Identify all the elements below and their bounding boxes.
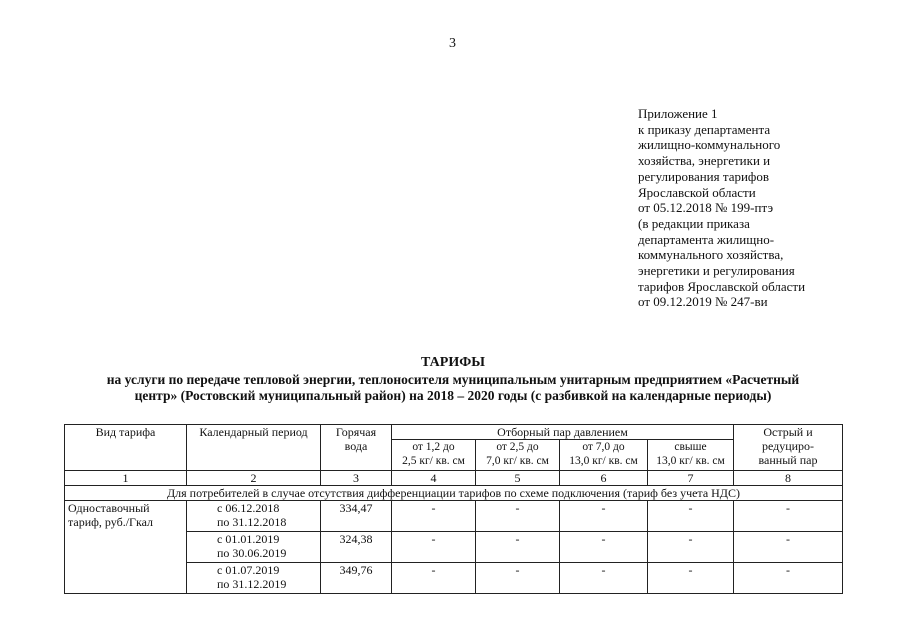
- header-line: Острый и: [763, 425, 813, 439]
- period-line: с 01.01.2019: [217, 532, 280, 546]
- page-number: 3: [449, 36, 456, 51]
- appendix-line: от 05.12.2018 № 199-птэ: [638, 200, 774, 216]
- header-tariff-type: Вид тарифа: [65, 425, 187, 471]
- header-line: от 7,0 до: [582, 441, 625, 453]
- document-title: [40, 355, 866, 405]
- section-title: Для потребителей в случае отсутствия дифференциации тарифов по схеме подключения (тариф без учета НДС): [65, 486, 843, 501]
- steam-2-value: -: [476, 532, 560, 563]
- column-number: 4: [392, 471, 476, 486]
- tariffs-table: [64, 424, 843, 594]
- header-line: 7,0 кг/ кв. см: [486, 455, 549, 467]
- period-line: по 31.12.2018: [217, 515, 287, 529]
- header-steam-4: [648, 440, 734, 471]
- title-main: ТАРИФЫ: [421, 355, 485, 370]
- appendix-line: от 09.12.2019 № 247-ви: [638, 294, 768, 310]
- steam-2-value: -: [476, 563, 560, 594]
- header-line: от 2,5 до: [496, 441, 539, 453]
- header-steam-2: [476, 440, 560, 471]
- appendix-line: Приложение 1: [638, 106, 718, 121]
- period-line: по 31.12.2019: [217, 577, 287, 591]
- period-cell: [187, 532, 321, 563]
- header-line: свыше: [674, 441, 707, 453]
- header-steam-1: [392, 440, 476, 471]
- column-number: 3: [321, 471, 392, 486]
- appendix-line: (в редакции приказа: [638, 215, 750, 231]
- steam-3-value: -: [560, 532, 648, 563]
- appendix-line: жилищно-коммунального: [638, 137, 781, 153]
- table-row: [65, 501, 843, 532]
- appendix-line: хозяйства, энергетики и: [638, 153, 771, 169]
- appendix-line: тарифов Ярославской области: [638, 278, 806, 294]
- steam-1-value: -: [392, 501, 476, 532]
- hot-water-value: 349,76: [321, 563, 392, 594]
- column-number: 5: [476, 471, 560, 486]
- steam-4-value: -: [648, 501, 734, 532]
- header-line: 13,0 кг/ кв. см: [656, 455, 725, 467]
- hot-water-value: 324,38: [321, 532, 392, 563]
- hot-water-value: 334,47: [321, 501, 392, 532]
- steam-4-value: -: [648, 532, 734, 563]
- sharp-steam-value: -: [734, 501, 843, 532]
- period-cell: [187, 563, 321, 594]
- column-number: 1: [65, 471, 187, 486]
- column-number: 2: [187, 471, 321, 486]
- header-steam-group: Отборный пар давлением: [392, 425, 734, 440]
- sharp-steam-value: -: [734, 532, 843, 563]
- column-number: 8: [734, 471, 843, 486]
- sharp-steam-value: -: [734, 563, 843, 594]
- header-period: Календарный период: [187, 425, 321, 471]
- header-line: 2,5 кг/ кв. см: [402, 455, 465, 467]
- header-line: от 1,2 до: [412, 441, 455, 453]
- steam-1-value: -: [392, 532, 476, 563]
- steam-2-value: -: [476, 501, 560, 532]
- period-line: с 06.12.2018: [217, 501, 280, 515]
- header-line: редуциро-: [761, 439, 815, 453]
- period-line: с 01.07.2019: [217, 563, 280, 577]
- steam-1-value: -: [392, 563, 476, 594]
- column-number: 6: [560, 471, 648, 486]
- tariff-label-line: Одноставочный: [68, 501, 150, 515]
- steam-4-value: -: [648, 563, 734, 594]
- appendix-line: Ярославской области: [638, 184, 756, 200]
- header-line: 13,0 кг/ кв. см: [569, 455, 638, 467]
- period-cell: [187, 501, 321, 532]
- header-line: ванный пар: [758, 453, 818, 467]
- header-steam-3: [560, 440, 648, 471]
- appendix-line: регулирования тарифов: [638, 168, 769, 184]
- appendix-line: департамента жилищно-: [638, 231, 775, 247]
- steam-3-value: -: [560, 501, 648, 532]
- appendix-note: [638, 106, 805, 310]
- header-sharp-steam: [734, 425, 843, 471]
- tariff-label: [65, 501, 187, 594]
- header-hot-water: Горячая вода: [321, 425, 392, 471]
- title-line: на услуги по передаче тепловой энергии, теплоносителя муниципальным унитарным предприятием «Расчетный: [106, 371, 800, 387]
- title-line: центр» (Ростовский муниципальный район) на 2018 – 2020 годы (с разбивкой на календарные периоды): [134, 388, 772, 403]
- column-number: 7: [648, 471, 734, 486]
- appendix-line: энергетики и регулирования: [638, 263, 795, 279]
- appendix-line: коммунального хозяйства,: [638, 247, 784, 263]
- steam-3-value: -: [560, 563, 648, 594]
- tariff-label-line: тариф, руб./Гкал: [68, 515, 154, 529]
- period-line: по 30.06.2019: [217, 546, 287, 560]
- appendix-line: к приказу департамента: [638, 121, 771, 137]
